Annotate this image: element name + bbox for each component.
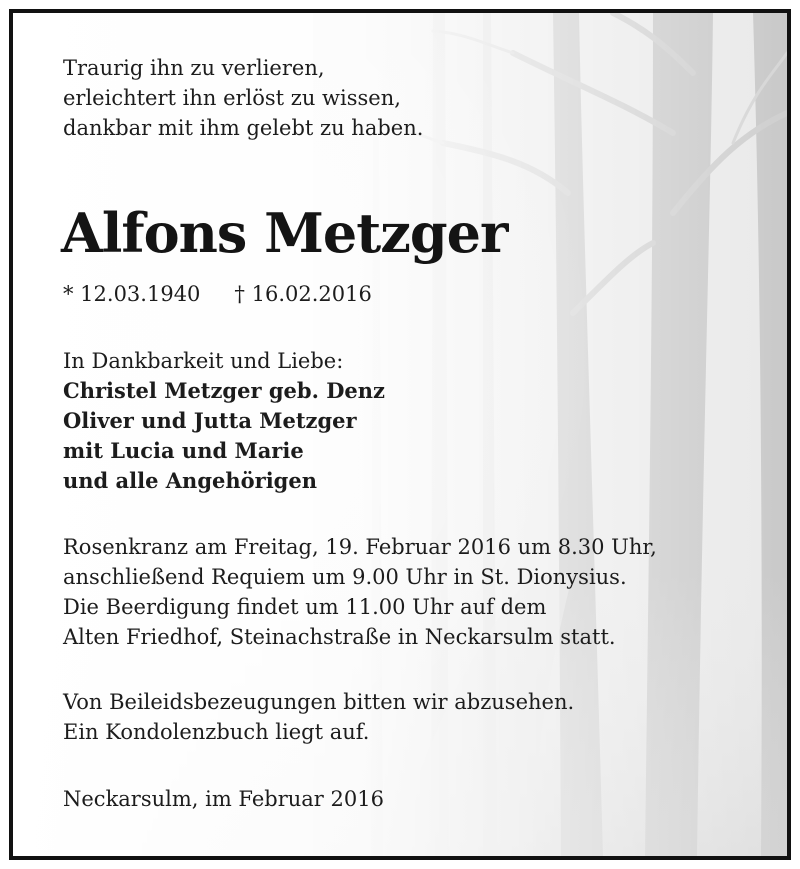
death-date: † 16.02.2016 [234,282,372,306]
condolence-note [63,687,574,747]
place-and-date [63,784,384,814]
family-intro: In Dankbarkeit und Liebe: [63,349,344,373]
condolence-line: Von Beileidsbezeugungen bitten wir abzusehen. [63,690,575,714]
family-member: Christel Metzger geb. Denz [63,378,385,403]
motto-line: erleichtert ihn erlöst zu wissen, [63,86,401,110]
service-line: anschließend Requiem um 9.00 Uhr in St. Dionysius. [63,565,627,589]
obituary-notice [9,9,791,860]
condolence-line: Ein Kondolenzbuch liegt auf. [63,720,370,744]
service-line: Rosenkranz am Freitag, 19. Februar 2016 um 8.30 Uhr, [63,535,657,559]
place-date-text: Neckarsulm, im Februar 2016 [63,787,384,811]
motto-verse [63,53,423,143]
family-member: Oliver und Jutta Metzger [63,408,357,433]
service-line: Die Beerdigung findet um 11.00 Uhr auf dem [63,595,547,619]
deceased-name: Alfons Metzger [61,201,508,265]
family-member: und alle Angehörigen [63,468,317,493]
motto-line: dankbar mit ihm gelebt zu haben. [63,116,424,140]
birth-date: * 12.03.1940 [63,282,201,306]
notice-content [13,13,787,856]
motto-line: Traurig ihn zu verlieren, [63,56,325,80]
life-dates [63,279,372,309]
family-member: mit Lucia und Marie [63,438,304,463]
service-details [63,532,657,652]
family-signatories [63,346,385,496]
service-line: Alten Friedhof, Steinachstraße in Neckarsulm statt. [63,625,616,649]
